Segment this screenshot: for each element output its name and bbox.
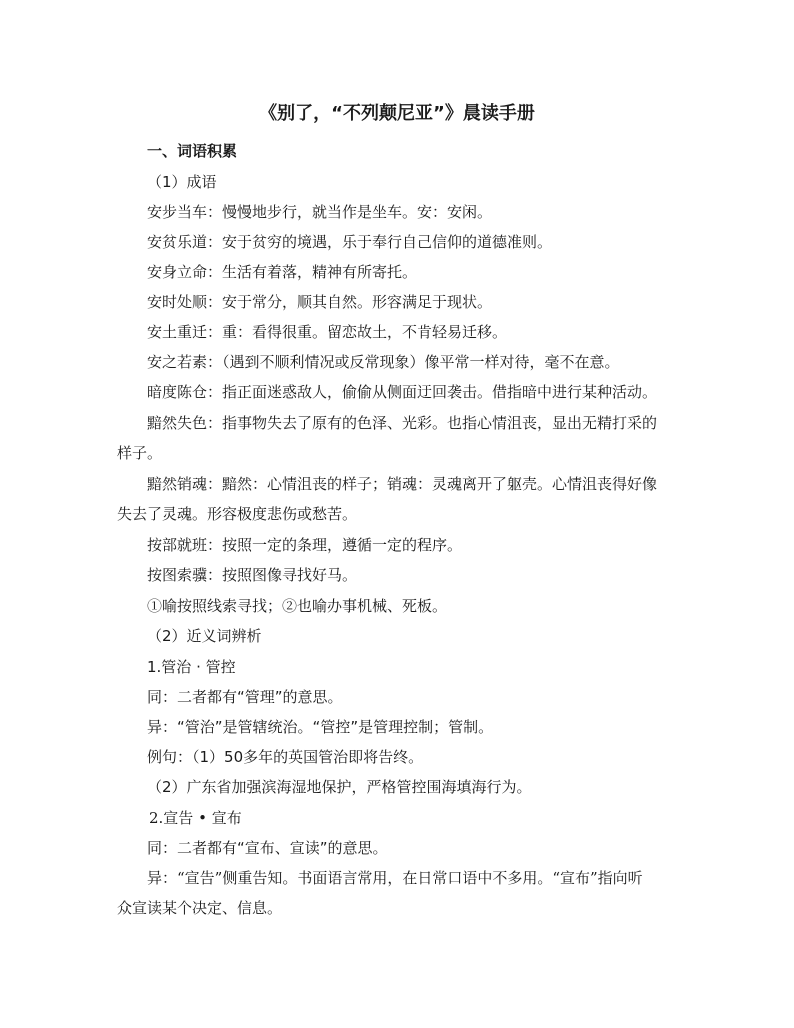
idiom-note: ①喻按照线索寻找；②也喻办事机械、死板。 xyxy=(147,597,448,615)
idiom-entry-xiaohun-line1: 黯然销魂：黯然：心情沮丧的样子；销魂：灵魂离开了躯壳。心情沮丧得好像 xyxy=(147,475,658,493)
synonym-pair-title: 2.宣告 • 宣布 xyxy=(149,809,242,827)
idiom-entry-anran-line1: 黯然失色：指事物失去了原有的色泽、光彩。也指心情沮丧，显出无精打采的 xyxy=(147,414,658,432)
idiom-entry: 暗度陈仓：指正面迷惑敌人，偷偷从侧面迂回袭击。借指暗中进行某种活动。 xyxy=(147,383,658,401)
synonym-pair-title: 1.管治 · 管控 xyxy=(147,658,236,676)
example-sentence: （2）广东省加强滨海湿地保护，严格管控围海填海行为。 xyxy=(147,778,532,796)
synonym-diff-line1: 异：“宣告”侧重告知。书面语言常用，在日常口语中不多用。“宣布”指向听 xyxy=(147,869,643,887)
idiom-entry: 安步当车：慢慢地步行，就当作是坐车。安：安闲。 xyxy=(147,203,493,221)
synonym-diff: 异：“管治”是管辖统治。“管控”是管理控制；管制。 xyxy=(147,718,494,736)
idiom-entry: 按部就班：按照一定的条理，遵循一定的程序。 xyxy=(147,536,463,554)
synonym-diff-line2: 众宣读某个决定、信息。 xyxy=(117,899,283,917)
synonym-same: 同：二者都有“宣布、宣读”的意思。 xyxy=(147,839,388,857)
subheading-synonyms: （2）近义词辨析 xyxy=(147,627,262,645)
idiom-entry-anran-line2: 样子。 xyxy=(117,444,163,462)
idiom-entry-xiaohun-line2: 失去了灵魂。形容极度悲伤或愁苦。 xyxy=(117,505,358,523)
idiom-entry: 安土重迁：重：看得很重。留恋故土，不肯轻易迁移。 xyxy=(147,323,508,341)
idiom-entry: 安之若素：（遇到不顺利情况或反常现象）像平常一样对待，毫不在意。 xyxy=(147,353,620,371)
idiom-entry: 按图索骥：按照图像寻找好马。 xyxy=(147,566,358,584)
subheading-idioms: （1）成语 xyxy=(147,173,217,191)
section-heading-vocabulary: 一、词语积累 xyxy=(147,142,238,160)
idiom-entry: 安贫乐道：安于贫穷的境遇，乐于奉行自己信仰的道德准则。 xyxy=(147,233,553,251)
page-title: 《别了，“不列颠尼亚”》晨读手册 xyxy=(259,103,535,124)
idiom-entry: 安身立命：生活有着落，精神有所寄托。 xyxy=(147,263,418,281)
synonym-same: 同：二者都有“管理”的意思。 xyxy=(147,688,343,706)
idiom-entry: 安时处顺：安于常分，顺其自然。形容满足于现状。 xyxy=(147,293,493,311)
example-sentence: 例句：（1）50多年的英国管治即将告终。 xyxy=(147,748,424,766)
